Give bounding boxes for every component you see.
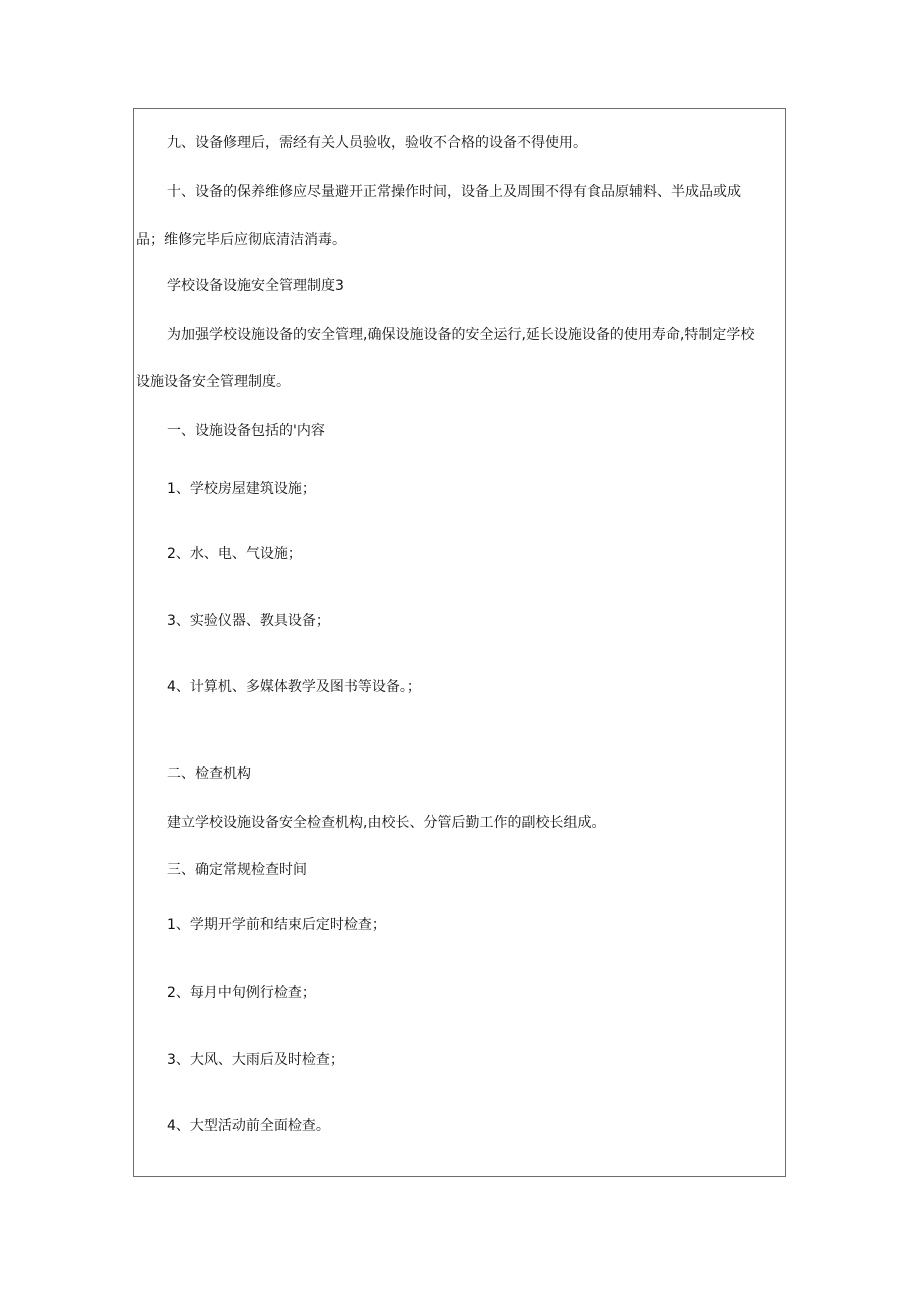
heading-inspection-schedule: 三、确定常规检查时间	[167, 862, 307, 878]
paragraph-item-10-line-1: 十、设备的保养维修应尽量避开正常操作时间，设备上及周围不得有食品原辅料、半成品或成	[167, 184, 741, 200]
document-frame	[133, 108, 786, 1177]
list-item-scope-3: 3、实验仪器、教具设备；	[167, 613, 330, 629]
intro-paragraph-line-1: 为加强学校设施设备的安全管理,确保设施设备的安全运行,延长设施设备的使用寿命,特制定学校	[167, 327, 755, 343]
intro-paragraph-line-2: 设施设备安全管理制度。	[136, 374, 290, 390]
paragraph-item-9: 九、设备修理后，需经有关人员验收，验收不合格的设备不得使用。	[167, 135, 587, 151]
list-item-scope-4: 4、计算机、多媒体教学及图书等设备。；	[167, 679, 421, 695]
heading-inspection-body: 二、检查机构	[167, 766, 251, 782]
list-item-scope-2: 2、水、电、气设施；	[167, 546, 302, 562]
list-item-schedule-4: 4、大型活动前全面检查。	[167, 1118, 330, 1134]
list-item-schedule-1: 1、学期开学前和结束后定时检查；	[167, 917, 386, 933]
list-item-schedule-2: 2、每月中旬例行检查；	[167, 985, 316, 1001]
paragraph-item-10-line-2: 品；维修完毕后应彻底清洁消毒。	[136, 232, 346, 248]
section-title: 学校设备设施安全管理制度3	[167, 278, 344, 294]
list-item-schedule-3: 3、大风、大雨后及时检查；	[167, 1052, 344, 1068]
heading-equipment-scope: 一、设施设备包括的'内容	[167, 423, 325, 439]
list-item-scope-1: 1、学校房屋建筑设施；	[167, 481, 316, 497]
paragraph-inspection-body: 建立学校设施设备安全检查机构,由校长、分管后勤工作的副校长组成。	[167, 815, 606, 831]
